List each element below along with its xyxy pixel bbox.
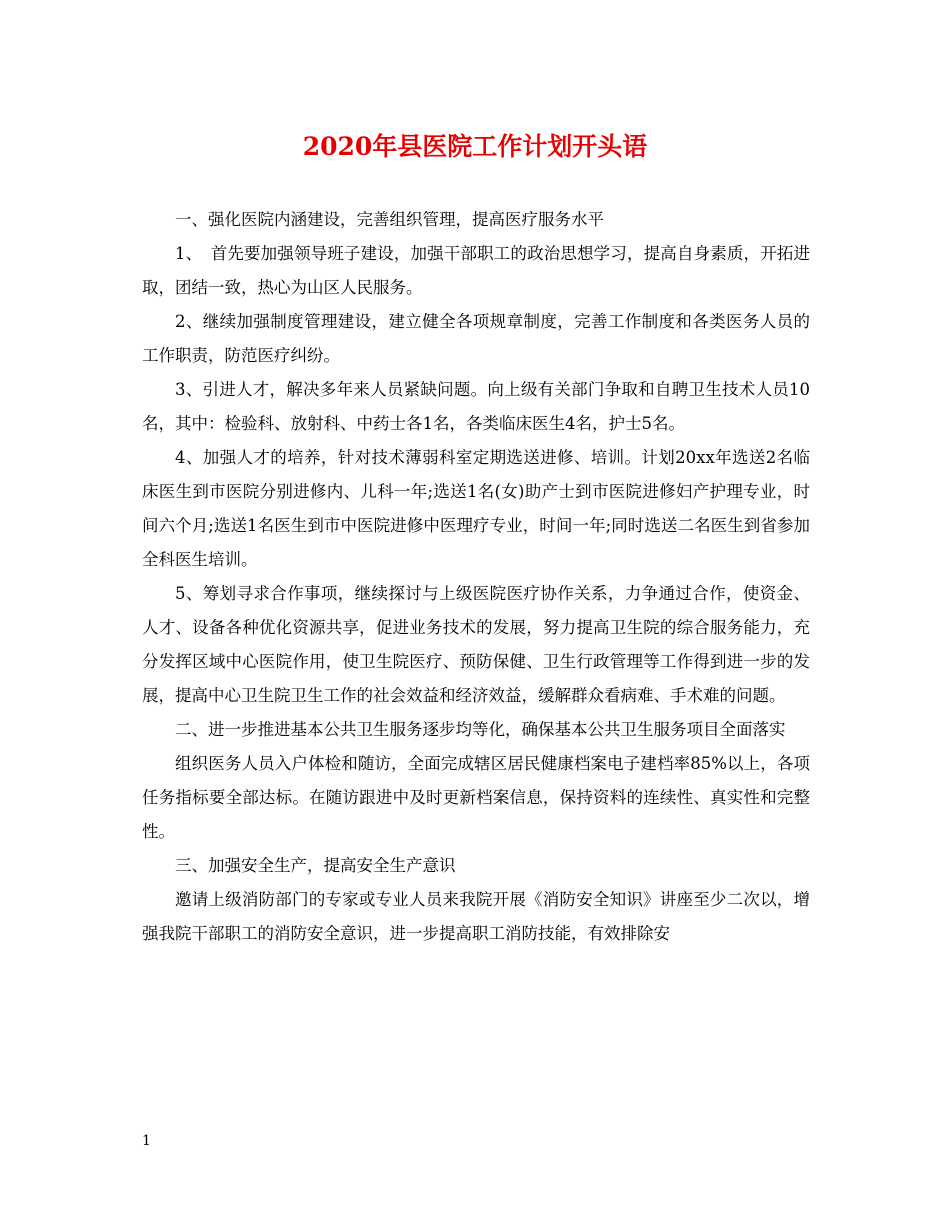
paragraph: 2、继续加强制度管理建设，建立健全各项规章制度，完善工作制度和各类医务人员的工作职责，防范医疗纠纷。 — [142, 312, 810, 365]
paragraph: 4、加强人才的培养，针对技术薄弱科室定期选送进修、培训。计划20xx年选送2名临床医生到市医院分别进修内、儿科一年;选送1名(女)助产士到市医院进修妇产护理专业，时间六个月;选送1名医生到市中医院进修中医理疗专业，时间一年;同时选送二名医生到省参加全科医生培训。 — [142, 448, 810, 569]
paragraph: 组织医务人员入户体检和随访，全面完成辖区居民健康档案电子建档率85%以上，各项任务指标要全部达标。在随访跟进中及时更新档案信息，保持资料的连续性、真实性和完整性。 — [142, 754, 810, 841]
paragraph: 1、 首先要加强领导班子建设，加强干部职工的政治思想学习，提高自身素质，开拓进取，团结一致，热心为山区人民服务。 — [142, 244, 810, 297]
page-number: 1 — [142, 1133, 151, 1149]
paragraph: 邀请上级消防部门的专家或专业人员来我院开展《消防安全知识》讲座至少二次以，增强我院干部职工的消防安全意识，进一步提高职工消防技能，有效排除安 — [142, 890, 810, 943]
paragraph: 3、引进人才，解决多年来人员紧缺问题。向上级有关部门争取和自聘卫生技术人员10名，其中：检验科、放射科、中药士各1名，各类临床医生4名，护士5名。 — [142, 380, 810, 433]
paragraph: 三、加强安全生产，提高安全生产意识 — [175, 856, 456, 875]
document-title: 2020年县医院工作计划开头语 — [302, 132, 648, 161]
document-body — [142, 203, 810, 951]
paragraph: 二、进一步推进基本公共卫生服务逐步均等化，确保基本公共卫生服务项目全面落实 — [175, 720, 786, 739]
paragraph: 5、筹划寻求合作事项，继续探讨与上级医院医疗协作关系，力争通过合作，使资金、人才、设备各种优化资源共享，促进业务技术的发展，努力提高卫生院的综合服务能力，充分发挥区域中心医院作用，使卫生院医疗、预防保健、卫生行政管理等工作得到进一步的发展，提高中心卫生院卫生工作的社会效益和经济效益，缓解群众看病难、手术难的问题。 — [142, 584, 810, 705]
paragraph: 一、强化医院内涵建设，完善组织管理，提高医疗服务水平 — [175, 210, 604, 229]
